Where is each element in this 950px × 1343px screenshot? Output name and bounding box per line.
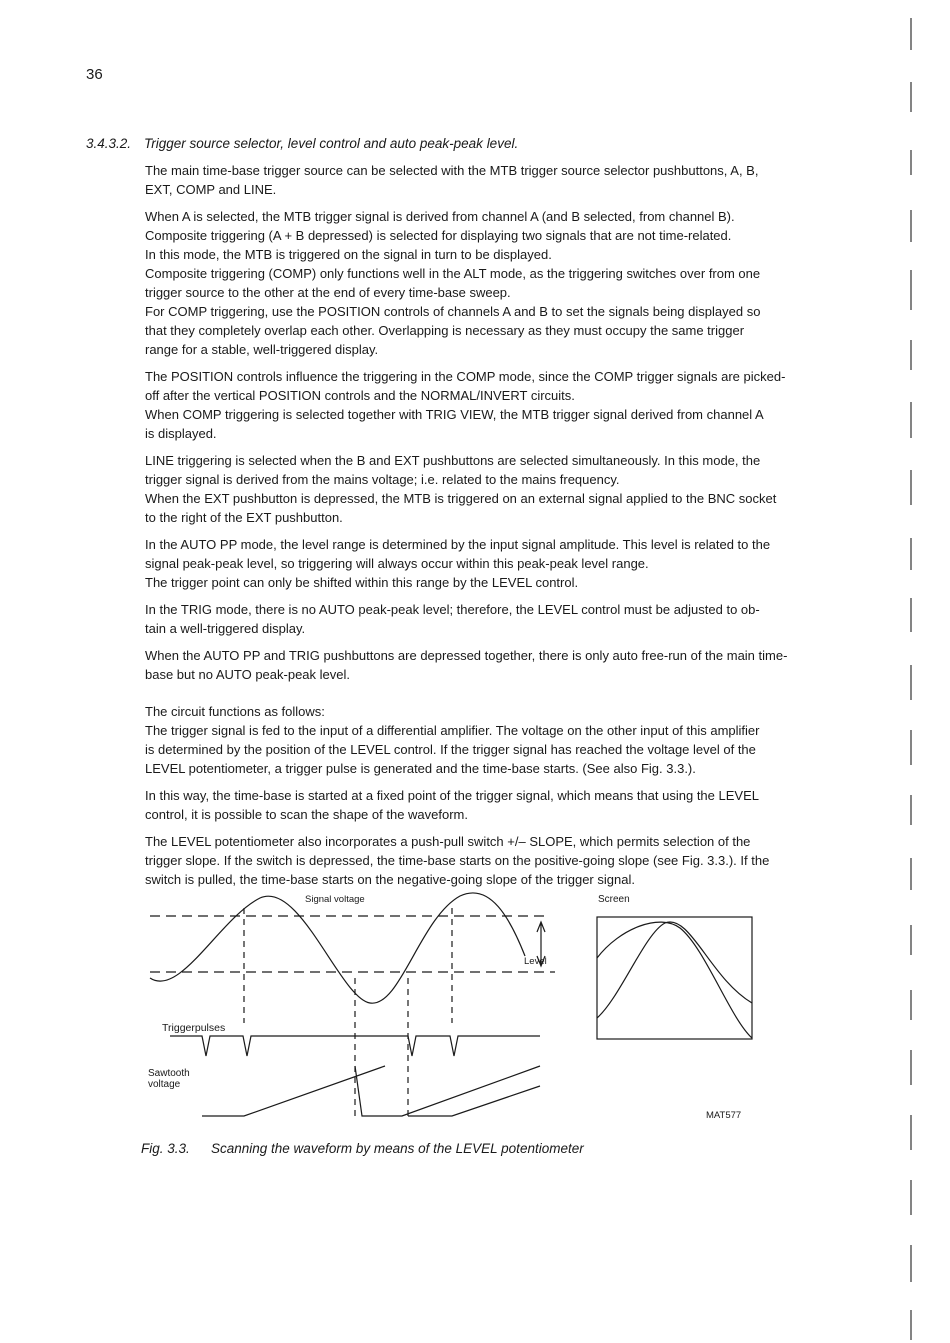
paragraph-scan-waveform (145, 786, 860, 824)
sawtooth-label: Sawtooth (148, 1068, 190, 1079)
text-line: tain a well-triggered display. (145, 621, 306, 636)
text-line: When the EXT pushbutton is depressed, the MTB is triggered on an external signal applied to the BNC socket (145, 491, 777, 506)
paragraph-slope-switch (145, 832, 860, 889)
text-line: For COMP triggering, use the POSITION controls of channels A and B to set the signals being displayed so (145, 304, 761, 319)
text-line: LEVEL potentiometer, a trigger pulse is generated and the time-base starts. (See also Fig. 3.3.). (145, 761, 696, 776)
text-line: The trigger signal is fed to the input of a differential amplifier. The voltage on the other input of this amplifier (145, 723, 760, 738)
text-line: In the TRIG mode, there is no AUTO peak-peak level; therefore, the LEVEL control must be adjusted to ob- (145, 602, 760, 617)
paragraph-auto-pp (145, 535, 860, 592)
text-line: signal peak-peak level, so triggering will always occur within this peak-peak level range. (145, 556, 649, 571)
level-label: Level (524, 956, 547, 967)
figure-caption-text: Scanning the waveform by means of the LEVEL potentiometer (211, 1141, 584, 1156)
text-line: that they completely overlap each other. Overlapping is necessary as they must occupy the same trigger (145, 323, 745, 338)
paragraph-position-controls (145, 367, 860, 443)
text-line: trigger slope. If the switch is depressed, the time-base starts on the positive-going slope (see Fig. 3.3.). If the (145, 853, 770, 868)
body-text (145, 161, 860, 897)
text-line: The LEVEL potentiometer also incorporates a push-pull switch +/– SLOPE, which permits selection of the (145, 834, 751, 849)
text-line: Composite triggering (A + B depressed) is selected for displaying two signals that are not time-related. (145, 228, 732, 243)
sawtooth-label: voltage (148, 1079, 181, 1090)
signal-waveform (150, 893, 525, 1003)
text-line: trigger signal is derived from the mains voltage; i.e. related to the mains frequency. (145, 472, 620, 487)
figure-number: Fig. 3.3. (141, 1141, 190, 1156)
text-line: The trigger point can only be shifted within this range by the LEVEL control. (145, 575, 579, 590)
level-scan-diagram (140, 888, 780, 1133)
screen-waveform (597, 922, 752, 1038)
screen-label: Screen (598, 894, 630, 905)
text-line: In this way, the time-base is started at a fixed point of the trigger signal, which means that using the LEVEL (145, 788, 759, 803)
text-line: EXT, COMP and LINE. (145, 182, 277, 197)
text-line: The circuit functions as follows: (145, 704, 325, 719)
figure-code: MAT577 (706, 1110, 742, 1121)
text-line: In this mode, the MTB is triggered on the signal in turn to be displayed. (145, 247, 552, 262)
text-line: When COMP triggering is selected together with TRIG VIEW, the MTB trigger signal derived from channel A (145, 407, 764, 422)
figure-caption (141, 1141, 584, 1156)
text-line: In the AUTO PP mode, the level range is determined by the input signal amplitude. This level is related to the (145, 537, 771, 552)
margin-scan-marks (900, 0, 950, 1343)
text-line: is determined by the position of the LEVEL control. If the trigger signal has reached the voltage level of the (145, 742, 756, 757)
text-line: switch is pulled, the time-base starts on the negative-going slope of the trigger signal. (145, 872, 635, 887)
paragraph-auto-free-run (145, 646, 860, 684)
text-line: LINE triggering is selected when the B and EXT pushbuttons are selected simultaneously. In this mode, the (145, 453, 761, 468)
text-line: control, it is possible to scan the shape of the waveform. (145, 807, 469, 822)
paragraph-differential-amplifier (145, 721, 860, 778)
paragraph-trig-mode (145, 600, 860, 638)
section-heading (86, 136, 846, 151)
trigger-pulses-label: Triggerpulses (162, 1022, 226, 1034)
text-line: base but no AUTO peak-peak level. (145, 667, 350, 682)
text-line: is displayed. (145, 426, 217, 441)
text-line: trigger source to the other at the end of every time-base sweep. (145, 285, 511, 300)
text-line: When A is selected, the MTB trigger signal is derived from channel A (and B selected, from channel B). (145, 209, 735, 224)
paragraph-channel-a (145, 207, 860, 359)
sawtooth-trace (202, 1066, 540, 1116)
paragraph-line-triggering (145, 451, 860, 527)
section-number: 3.4.3.2. (86, 136, 132, 151)
text-line: When the AUTO PP and TRIG pushbuttons are depressed together, there is only auto free-run of the main time- (145, 648, 788, 663)
text-line: The main time-base trigger source can be selected with the MTB trigger source selector pushbuttons, A, B, (145, 163, 759, 178)
section-title: Trigger source selector, level control and auto peak-peak level. (144, 136, 519, 151)
text-line: Composite triggering (COMP) only functions well in the ALT mode, as the triggering switches over from one (145, 266, 761, 281)
text-line: off after the vertical POSITION controls and the NORMAL/INVERT circuits. (145, 388, 575, 403)
page-number: 36 (86, 66, 103, 83)
text-line: to the right of the EXT pushbutton. (145, 510, 343, 525)
text-line: The POSITION controls influence the triggering in the COMP mode, since the COMP trigger signals are picked- (145, 369, 786, 384)
paragraph-circuit-intro (145, 702, 860, 721)
signal-voltage-label: Signal voltage (305, 894, 365, 905)
text-line: range for a stable, well-triggered display. (145, 342, 379, 357)
paragraph-trigger-source (145, 161, 860, 199)
